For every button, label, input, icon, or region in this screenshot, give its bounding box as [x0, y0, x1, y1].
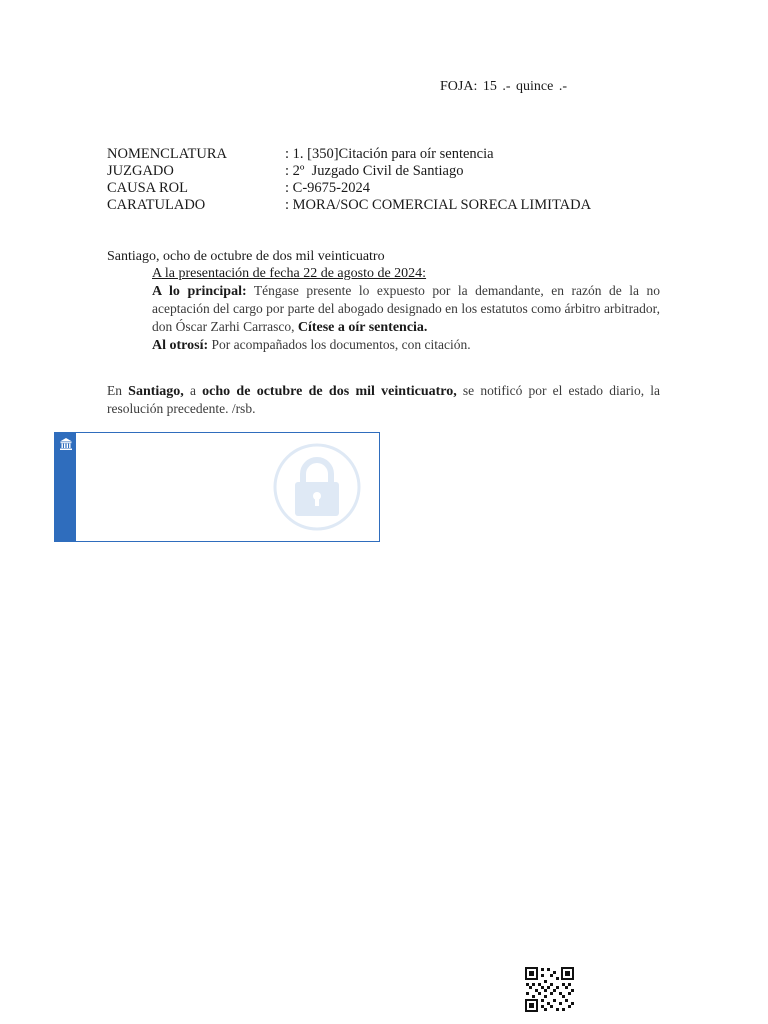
meta-row-juzgado [107, 163, 591, 180]
electronic-signature-box[interactable] [54, 432, 380, 542]
qr-code [524, 966, 575, 1013]
notif-date: ocho de octubre de dos mil veinticuatro, [202, 384, 457, 399]
meta-row-nomenclatura [107, 146, 591, 163]
notif-mid: a [183, 383, 203, 398]
case-metadata [107, 146, 591, 214]
courthouse-icon [59, 437, 73, 451]
signature-stripe [55, 433, 76, 541]
meta-key: CAUSA ROL [107, 180, 188, 196]
meta-value: : 1. [350]Citación para oír sentencia [285, 146, 494, 162]
presentation-heading: A la presentación de fecha 22 de agosto de 2024: [152, 266, 427, 281]
meta-row-causa-rol [107, 180, 591, 197]
otrosi-text: Por acompañados los documentos, con citación. [208, 337, 471, 352]
resolution-body [107, 248, 660, 354]
otrosi-label: Al otrosí: [152, 338, 209, 353]
notification-paragraph [107, 382, 660, 418]
meta-row-caratulado [107, 197, 591, 214]
foja-header: FOJA: 15 .- quince .- [440, 79, 567, 94]
notif-place: Santiago, [128, 384, 184, 399]
otrosi-paragraph [107, 336, 660, 354]
notif-post: se notificó por el estado diario, la resolución precedente. /rsb. [107, 383, 660, 416]
meta-value: : 2º Juzgado Civil de Santiago [285, 163, 464, 179]
lock-icon [267, 442, 367, 532]
meta-key: NOMENCLATURA [107, 146, 228, 162]
principal-text: Téngase presente lo expuesto por la demandante, en razón de la no aceptación del cargo por parte del abogado designado en los estatutos como árbitro arbitrador, don Óscar Zarhi Carrasco, [152, 283, 660, 334]
principal-label: A lo principal: [152, 284, 247, 299]
principal-order: Cítese a oír sentencia. [297, 320, 428, 335]
meta-key: CARATULADO [107, 197, 206, 213]
meta-value: : C-9675-2024 [285, 180, 370, 196]
notif-pre: En [107, 383, 129, 398]
principal-paragraph [107, 282, 660, 336]
dateline: Santiago, ocho de octubre de dos mil veinticuatro [107, 249, 385, 264]
meta-value: : MORA/SOC COMERCIAL SORECA LIMITADA [285, 197, 592, 213]
meta-key: JUZGADO [107, 163, 174, 179]
